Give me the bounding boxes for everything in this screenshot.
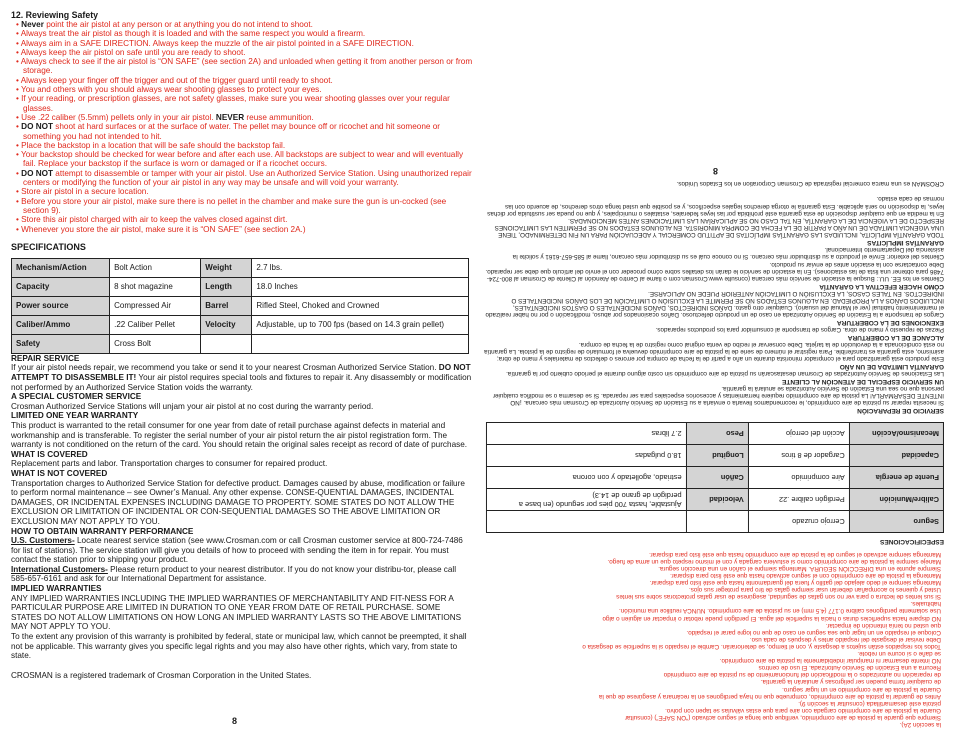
spanish-spec-label: Fuente de energía — [849, 467, 943, 489]
covered-text: Replacement parts and labor. Transportation charges to consumer for repaired product. — [11, 459, 328, 469]
safety-list — [11, 20, 473, 234]
spanish-spec-label: Velocidad — [686, 489, 748, 511]
bullet-icon: • — [16, 150, 21, 160]
safety-item: • DO NOT attempt to disassemble or tamper with your air pistol. Use an Authorized Service Station. Using unauthorized repair centers or modifying the function of your air pistol in any way may be unsafe and will void your warranty. — [16, 168, 472, 188]
bullet-icon: • — [16, 140, 22, 150]
spanish-safety-item: Mantenga siempre el dedo alejado del gatillo y fuera del guardamonte hasta que esté listo para disparar. — [649, 579, 941, 587]
spanish-safety-item: Use solamente perdigones calibre 0.177 (4.5 mm) en su pistola de aire comprimido. NUNCA reutilice una munición. — [619, 607, 941, 615]
spec-value — [252, 334, 469, 353]
spanish-safety-item: Mantenga la pistola de aire comprimido con el seguro activado hasta que esté listo para disparar. — [670, 572, 941, 580]
bullet-icon: • — [16, 94, 22, 104]
spanish-spec-row — [487, 467, 944, 489]
spec-value: Adjustable, up to 700 fps (based on 14.3 grain pellet) — [252, 315, 469, 334]
bullet-icon: • — [16, 224, 22, 234]
implied-text: ANY IMPLIED WARRANTIES INCLUDING THE IMPLIED WARRANTIES OF MERCHANTABILITY AND FIT-NESS FOR A PARTICULAR PURPOSE ARE LIMITED IN DURATION TO ONE YEAR FROM DATE OF RETAIL PURCHASE. SOME STATES DO NOT ALLOW LIMITATIONS ON HOW LONG AN IMPLIED WARRANTY LASTS SO THE ABOVE LIMITATIONS MAY NOT APPLY TO YOU. — [11, 593, 462, 632]
spec-row — [12, 277, 469, 296]
us-customers-text: U.S. Customers- Locate nearest service station (see www.Crosman.com or call Crosman customer service at 800-724-7486 for list of stations). The service station will give you details of how to proceed with sending the item in for repair. You must contact the station prior to shipping your product. — [11, 536, 463, 565]
spec-value: Bolt Action — [110, 258, 201, 277]
implied-title: IMPLIED WARRANTIES — [11, 584, 102, 594]
spanish-trademark: CROSMAN es una marca comercial registrada de Crosman Corporation en los Estados Unidos. — [676, 180, 944, 188]
spanish-safety-item: Antes de guardar la pistola de aire comprimido, compruebe que no haya perdigones en la recámara y asegúrese de que la — [599, 692, 941, 700]
safety-item: • Place the backstop in a location that will be safe should the backstop fail. — [16, 140, 286, 150]
bullet-icon: • — [16, 29, 21, 39]
not-covered-text: Transportation charges to Authorized Service Station for defective product. Damages caused by abuse, modification or failure to perform normal maintenance – see Owner’s Manual. Any other expense. CONSE-QUENTIAL DAMAGES, INCIDENTAL DAMAGES, OR INCIDENTAL EXPENSES INCLUDING DAMAGE TO PROPERTY. SOME STATES DO NOT ALLOW THE EXCLUSION OR LIMITATION OF INCIDENTAL OR CON-SEQUENTIAL DAMAGES SO THE ABOVE LIMITATION OR EXCLUSION MAY NOT APPLY TO YOU. — [11, 478, 465, 526]
safety-item: • Always treat the air pistol as though it is loaded and with the same respect you would a firearm. — [16, 29, 366, 39]
spec-row — [12, 334, 469, 353]
bullet-icon: • — [16, 196, 22, 206]
trademark-text: CROSMAN is a registered trademark of Crosman Corporation in the United States. — [11, 670, 312, 680]
bullet-icon: • — [16, 187, 22, 197]
safety-item: • Whenever you store the air pistol, make sure it is “ON SAFE” (see section 2A.) — [16, 224, 306, 234]
spanish-safety-item: la sección 2A). — [899, 721, 941, 728]
spanish-intl-text: Clientes del exterior: Envíe el producto a su distribuidor más cercano. Si no conoce cuál es su distribuidor más cercano, llame al 585-657-6161 y solicite la asistencia del Departamento Internacional. — [512, 246, 944, 261]
spanish-page — [484, 10, 944, 728]
safety-item: • Your backstop should be checked for wear before and after each use. All backstops are subject to wear and will eventually fail. Replace your backstop if the surface is worn or damaged or if a ricochet occurs. — [16, 150, 464, 169]
bullet-icon: • — [16, 122, 22, 132]
not-covered-title: WHAT IS NOT COVERED — [11, 468, 108, 478]
page-number: 8 — [232, 716, 238, 726]
spanish-warranty-title: GARANTÍA LIMITADA DE UN AÑO — [839, 363, 944, 371]
spanish-spec-label: Seguro — [849, 511, 943, 533]
spanish-safety-item: Todos los respaldos están sujetos a desgaste y, con el tiempo, se deteriorarán. Cambie el respaldo si la superficie se desgasta o — [582, 642, 941, 650]
spanish-safety-item: NO intente desarmar ni manipular indebidamente la pistola de aire comprimido. — [719, 657, 941, 665]
bullet-icon: • — [16, 57, 21, 67]
safety-item: • Always check to see if the air pistol is “ON SAFE” (see section 2A) and unloaded when getting it from another person or from storage. — [16, 57, 473, 76]
limited-warranty-text: This product is warranted to the retail consumer for one year from date of retail purchase against defects in material and workmanship and is transferable. To register the serial number of your air pistol return the air pistol registration form. The warranty is not conditioned on the return of the card. You should retain the original sales receipt as record of date of purchase. — [11, 420, 468, 450]
spec-row — [12, 315, 469, 334]
spanish-spec-value: Cargador de 8 tiros — [748, 445, 849, 467]
bullet-icon: • — [16, 75, 21, 85]
spec-row — [12, 258, 469, 277]
repair-text: If your air pistol needs repair, we recommend you take or send it to your nearest Crosman Authorized Service Station. DO NOT ATTEMPT TO DISASSEMBLE IT! Your air pistol requires special tools and fixtures to repair it. Any disassembly or modification not performed by an Authorized Service Station voids the warranty. — [11, 363, 472, 392]
safety-item: • Use .22 caliber (5.5mm) pellets only in your air pistol. NEVER reuse ammunition. — [16, 112, 314, 122]
spanish-safety-item: de reparación no autorizados o la modificación del funcionamiento de su pistola de aire comprimido — [663, 671, 941, 679]
specifications-title: SPECIFICATIONS — [11, 241, 86, 252]
spec-value: Compressed Air — [110, 296, 201, 315]
spanish-safety-item: Guarde la pistola de aire comprimido en un lugar seguro. — [782, 685, 941, 693]
spanish-spec-value: estriado, agolletado y con corona — [487, 467, 687, 489]
spanish-safety-item: Mantenga siempre activado el seguro de la pistola de aire comprimido hasta que esté listo para disparar. — [649, 550, 941, 558]
implied-text-2: To the extent any provision of this warranty is prohibited by federal, state or municipal law, which cannot be preempted, it shall not be applicable. This warranty gives you specific legal rights and you may also have other rights, which vary, from state to state. — [11, 632, 467, 661]
spanish-spec-label: Peso — [686, 423, 748, 445]
safety-item: • Before you store your air pistol, make sure there is no pellet in the chamber and make sure the gun is un-cocked (see section 9). — [16, 196, 447, 215]
spanish-warranty-text: Este producto está garantizado para el comprador minorista durante un año a partir de la fecha de compra por errores o defectos de materiales y mano de obra; asimismo, esta garantía es transferible. Para registrar el número de serie de la pistola de aire comprimido devuelva el formulario de registro de la pistola. La garantía no está condicionada a la devolución de la tarjeta. Debe conservar el recibo de venta original como registro de la fecha de compra. — [484, 341, 944, 363]
spanish-safety-item: NO dispare hacia superficies duras o hacia la superficie del agua. El perdigón puede rebotar o impactar en alguien o algo — [602, 614, 941, 622]
bullet-icon: • — [16, 215, 22, 225]
spanish-spec-label — [686, 511, 748, 533]
limited-warranty-title: LIMITED ONE YEAR WARRANTY — [11, 411, 139, 421]
spanish-spec-label: Capacidad — [849, 445, 943, 467]
english-page — [11, 10, 473, 680]
spec-label — [201, 334, 252, 353]
spanish-safety-item: Siempre apunte en una DIRECCIÓN SEGURA. Mantenga siempre el cañón en una dirección segura. — [658, 564, 941, 572]
safety-item: • Always keep the air pistol on safe until you are ready to shoot. — [16, 47, 246, 57]
spanish-specifications-table — [486, 422, 944, 533]
safety-item: • Store this air pistol charged with air to keep the valves closed against dirt. — [16, 215, 288, 225]
spec-label: Capacity — [12, 277, 110, 296]
special-customer-text: Crosman Authorized Service Stations will unjam your air pistol at no cost during the warranty period. — [11, 401, 374, 411]
spec-label: Power source — [12, 296, 110, 315]
spec-value: 2.7 lbs. — [252, 258, 469, 277]
bullet-icon: • — [16, 20, 22, 29]
spec-value: Cross Bolt — [110, 334, 201, 353]
spanish-safety-item: Debe revisar el desgaste del respaldo antes y después de cada uso. — [749, 635, 941, 643]
spanish-spec-label: Cañón — [686, 467, 748, 489]
spanish-repair-text: Si necesita reparar su pistola de aire comprimido, le recomendamos llevarla o enviarla a su Estación de Servicio Autorizada de Crosman más cercana. ¡NO INTENTE DESARMARLA! La pistola de aire comprimido requiere herramientas y accesorios especiales para ser reparada. Si se desarma o se modifica cualquier persona que no sea una Estación de Servicio Autorizada se anulará la garantía. — [492, 385, 944, 407]
spec-value: Rifled Steel, Choked and Crowned — [252, 296, 469, 315]
spanish-safety-item: Siempre que guarde la pistola de aire comprimido, verifique que tenga el seguro activado (“ON SAFE”) (consultar — [624, 713, 941, 721]
spec-value: 18.0 Inches — [252, 277, 469, 296]
safety-item: • You and others with you should always wear shooting glasses to protect your eyes. — [16, 85, 322, 95]
spanish-safety-item: habituales. — [910, 600, 941, 608]
safety-item: • Always keep your finger off the trigger and out of the trigger guard until ready to shoot. — [16, 75, 333, 85]
spanish-spec-row — [487, 423, 944, 445]
bullet-icon: • — [16, 168, 22, 178]
spec-label: Velocity — [201, 315, 252, 334]
special-customer-title: A SPECIAL CUSTOMER SERVICE — [11, 392, 142, 402]
spanish-spec-value — [487, 511, 687, 533]
spanish-safety-item: que usted no tenía intención de impactar. — [825, 621, 941, 629]
spanish-legal-text: En la medida en que cualquier disposición de esta garantía esté prohibida por las leyes federales, estatales o municipales, y que no pueda ser sustituida por dichas leyes, la disposición no será aplicable. Esta garantía le otorga derechos legales específicos, y es posible que usted tenga otros derechos, de acuerdo con las normas de cada estado. — [487, 195, 944, 217]
spanish-page-number: 8 — [712, 166, 718, 177]
spanish-spec-row — [487, 445, 944, 467]
spanish-safety-item: de cualquier forma pueden ser peligrosas y anularán la garantía. — [760, 678, 941, 686]
spanish-us-text: Clientes en los EE. UU.: Busque la estación de servicio más cercana (consulte www.Crosman.com o llame al Centro de Atención al Cliente de Crosman al 800-724-7486 para obtener una lista de las estaciones). En la estación de servicio le darán los detalles sobre cómo proceder con el envío del artículo que debe ser reparado. Debe contactarse con la estación antes de enviar su producto. — [485, 260, 944, 283]
spanish-spec-value: 18.0 pulgadas — [487, 445, 687, 467]
spanish-spec-label: Calibre/Munición — [849, 489, 943, 511]
spanish-implied-title: GARANTÍAS IMPLÍCITAS — [867, 239, 944, 247]
spanish-special-title: UN SERVICIO ESPECIAL DE ATENCIÓN AL CLIENTE — [782, 377, 944, 385]
spanish-spec-value: Ajustable, hasta 700 pies por segundo (en base a perdigón de grano de 14.3) — [487, 489, 687, 511]
spanish-spec-value: Perdigón calibre .22 — [748, 489, 849, 511]
spec-label: Mechanism/Action — [12, 258, 110, 277]
spec-label: Length — [201, 277, 252, 296]
spanish-not-covered-title: EXENCIONES DE LA COBERTURA — [836, 319, 944, 327]
spanish-spec-label: Longitud — [686, 445, 748, 467]
spanish-not-covered-text: Cargos de transporte a la Estación de Servicio Autorizada en caso de un producto defectuoso. Daños ocasionados por abuso, modificación o por no haber realizado el mantenimiento habitual (ver el Manual del usuario). Cualquier otro gasto. DAÑOS INDIRECTOS, DAÑOS INCIDENTALES O GASTOS INCIDENTALES, INCLUIDOS DAÑOS A LA PROPIEDAD. EN ALGUNOS ESTADOS NO SE PERMITE LA EXCLUSIÓN O LIMITACIÓN DE LOS DAÑOS INCIDENTALES O INDIRECTOS. EN TALES CASOS, LA EXCLUSIÓN O LIMITACIÓN ANTERIOR PUEDE NO APLICARSE. — [485, 289, 944, 319]
safety-item: • Never point the air pistol at any person or at anything you do not intend to shoot. — [16, 20, 313, 29]
spanish-covered-title: ALCANCE DE LA COBERTURA — [847, 333, 944, 341]
spanish-spec-title: ESPECIFICACIONES — [880, 537, 944, 545]
spanish-special-text: Las Estaciones de Servicio Autorizadas de Crosman desatascarán su pistola de aire comprimido sin costo alguno durante el período cubierto por la garantía. — [506, 370, 944, 378]
repair-title: REPAIR SERVICE — [11, 353, 80, 363]
spec-value: .22 Caliber Pellet — [110, 315, 201, 334]
bullet-icon: • — [16, 47, 21, 57]
safety-item: • Always aim in a SAFE DIRECTION. Always keep the muzzle of the air pistol pointed in a SAFE DIRECTION. — [16, 38, 414, 48]
safety-item: • DO NOT shoot at hard surfaces or at the surface of water. The pellet may bounce off or ricochet and hit someone or something you had not intended to hit. — [16, 122, 441, 141]
spanish-safety-item: Usted y quienes lo acompañan deberán usar siempre gafas de tiro para proteger sus ojos. — [688, 586, 941, 594]
safety-title: 12. Reviewing Safety — [11, 10, 99, 20]
specifications-table — [11, 258, 469, 354]
safety-item: • If your reading, or prescription glasses, are not safety glasses, make sure you wear shooting glasses over your regular glasses. — [16, 94, 450, 113]
spanish-safety-item: pistola esté desamartillada (consultar la sección 9). — [798, 699, 941, 707]
spanish-safety-item: se dañe o si ocurre un rebote. — [857, 650, 941, 658]
spanish-implied-text: TODA GARANTÍA IMPLÍCITA, INCLUIDAS LAS GARANTÍAS IMPLÍCITAS DE APTITUD COMERCIAL Y ADECUACIÓN PARA UN FIN DETERMINADO, TIENE UNA VIGENCIA LIMITADA DE UN AÑO A PARTIR DE LA FECHA DE COMPRA MINORISTA. EN ALGUNOS ESTADOS NO SE PERMITEN LAS LIMITACIONES RESPECTO DE LA VIGENCIA DE LA GARANTÍA, EN TAL CASO NO SE APLICARÍAN LAS LIMITACIONES ANTES MENCIONADAS. — [494, 217, 944, 239]
spanish-repair-title: SERVICIO DE REPARACIÓN — [857, 407, 944, 415]
spanish-spec-value: Aire comprimido — [748, 467, 849, 489]
spanish-spec-value: 2.7 libras — [487, 423, 687, 445]
spanish-covered-text: Piezas de repuesto y mano de obra. Cargos de transporte al consumidor para los productos reparados. — [655, 326, 944, 334]
spanish-safety-item: Si sus lentes de lectura o para ver no son gafas de seguridad, asegúrese de usar gafas protectoras sobre sus lentes — [616, 593, 941, 601]
obtain-title: HOW TO OBTAIN WARRANTY PERFORMANCE — [11, 526, 194, 536]
spanish-spec-value: Cerrojo cruzado — [748, 511, 849, 533]
bullet-icon: • — [16, 38, 21, 48]
spec-label: Caliber/Ammo — [12, 315, 110, 334]
spanish-spec-label: Mecanismo/Acción — [849, 423, 943, 445]
spanish-spec-row — [487, 489, 944, 511]
spanish-safety-item: Coloque el respaldo en un lugar que sea seguro en caso de que no logre parar el respaldo. — [686, 628, 941, 636]
spanish-spec-row — [487, 511, 944, 533]
spec-row — [12, 296, 469, 315]
spanish-obtain-title: CÓMO HACER EFECTIVA LA GARANTÍA — [819, 282, 944, 290]
spanish-safety-item: Guarde la pistola de aire comprimido cargada con aire para que estas válvulas se tapen con polvo. — [665, 706, 941, 714]
spanish-safety-item: Recurra a una Estación de Servicio Autorizada. El uso de centros — [758, 664, 941, 672]
covered-title: WHAT IS COVERED — [11, 449, 88, 459]
spanish-spec-value: Acción del cerrojo — [748, 423, 849, 445]
spanish-safety-item: Maneje siempre la pistola de aire comprimido como si estuviera cargada y con el mismo respeto que un arma de fuego. — [607, 557, 941, 565]
spec-value: 8 shot magazine — [110, 277, 201, 296]
spec-label: Weight — [201, 258, 252, 277]
intl-customers-text: International Customers- Please return product to your nearest distributor. If you do not know your distribu-tor, please call 585-657-6161 and ask for our International Department for assistance. — [11, 564, 457, 584]
bullet-icon: • — [16, 85, 21, 95]
spec-label: Safety — [12, 334, 110, 353]
bullet-icon: • — [16, 112, 22, 122]
spanish-safety-list — [484, 551, 944, 728]
spec-label: Barrel — [201, 296, 252, 315]
safety-item: • Store air pistol in a secure location. — [16, 187, 149, 197]
